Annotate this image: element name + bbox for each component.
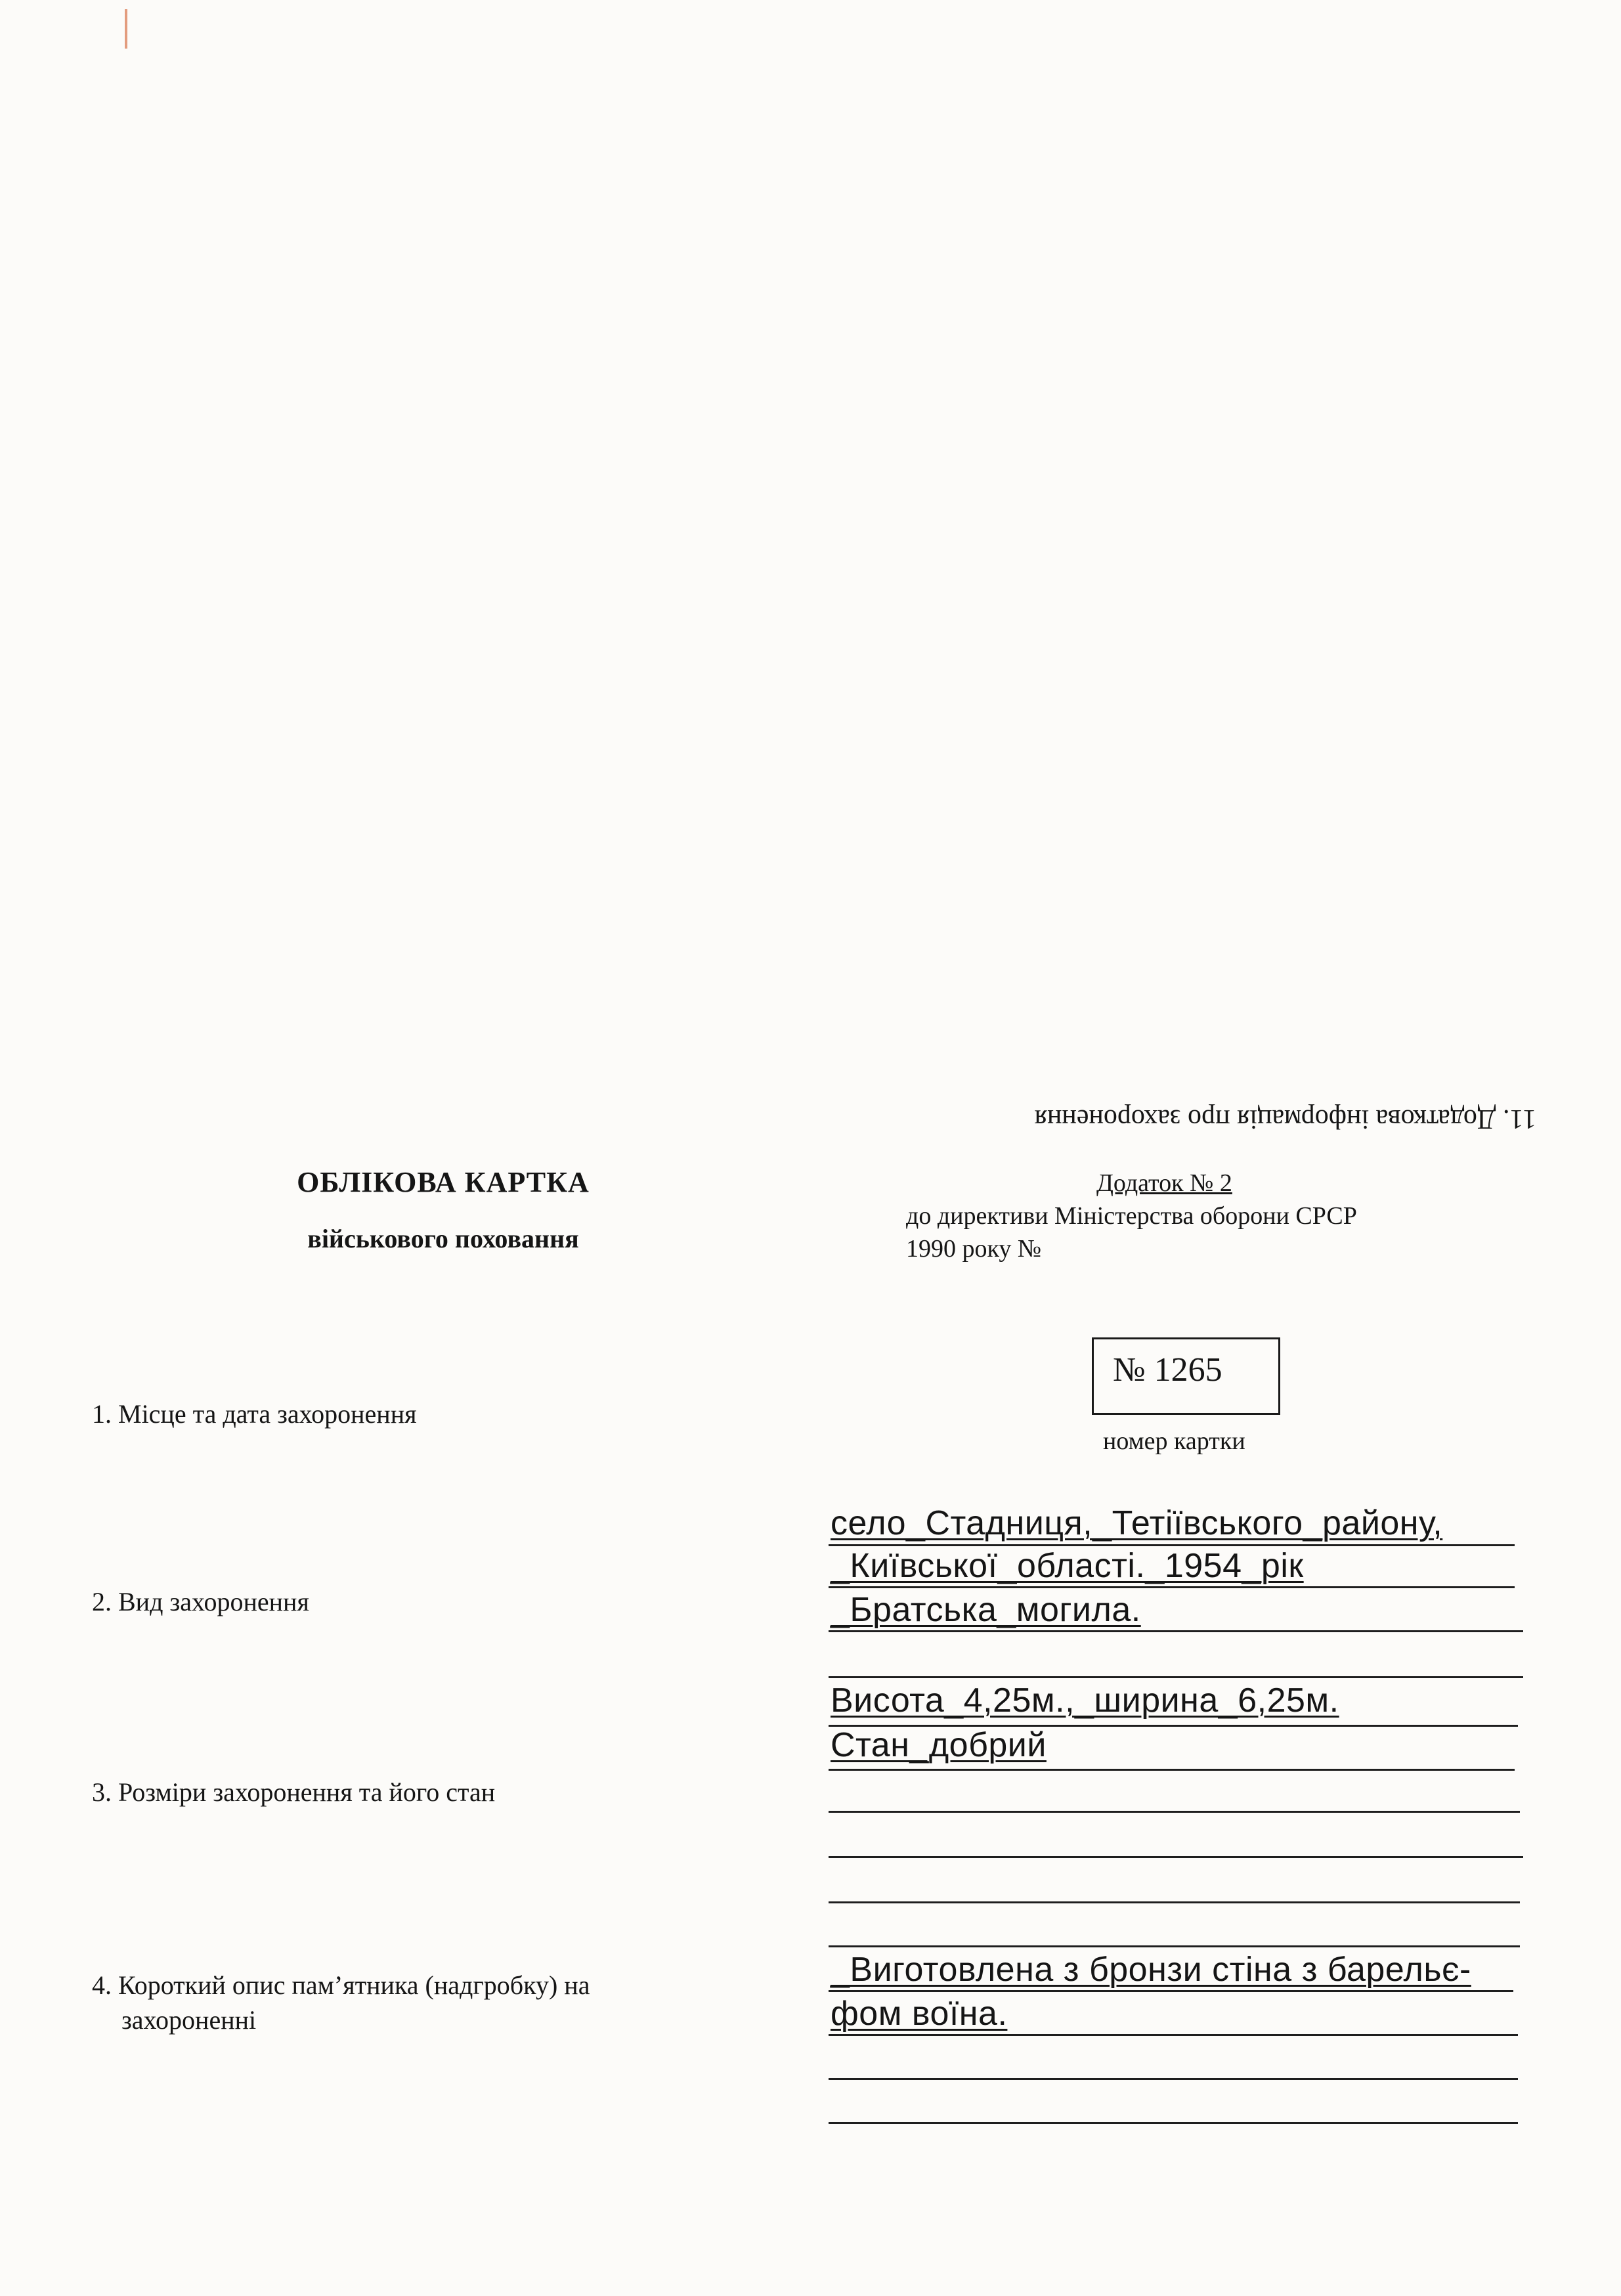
form-line bbox=[829, 1945, 1520, 1947]
field-label-burial-type: 2. Вид захоронення bbox=[92, 1587, 309, 1616]
form-line bbox=[829, 1676, 1523, 1678]
answer-burial-condition: Стан_добрий bbox=[831, 1726, 1047, 1764]
field-label-burial-size: 3. Розміри захоронення та його стан bbox=[92, 1777, 496, 1807]
form-line bbox=[829, 1769, 1515, 1771]
appendix-year: 1990 року № bbox=[906, 1235, 1042, 1263]
answer-burial-region-date: _Київської_області._1954_рік bbox=[831, 1547, 1304, 1585]
card-subtitle: військового поховання bbox=[307, 1224, 579, 1253]
form-line bbox=[829, 2078, 1518, 2080]
answer-monument-description: _Виготовлена з бронзи стіна з барельє- bbox=[831, 1951, 1471, 1989]
form-line bbox=[829, 1630, 1523, 1632]
answer-burial-type: _Братська_могила. bbox=[831, 1591, 1141, 1629]
form-line bbox=[829, 1901, 1520, 1903]
answer-burial-size: Висота_4,25м.,_ширина_6,25м. bbox=[831, 1681, 1339, 1720]
field-label-monument: 4. Короткий опис пам’ятника (надгробку) на bbox=[92, 1970, 590, 2000]
form-line bbox=[829, 1811, 1520, 1813]
answer-burial-place: село_Стадниця,_Тетіївського_району, bbox=[831, 1504, 1443, 1542]
field-label-monument-cont: захороненні bbox=[121, 2005, 257, 2035]
scan-mark bbox=[125, 9, 127, 49]
form-line bbox=[829, 1586, 1515, 1588]
upside-down-section-heading: 11. Додаткова інформація про захоронення bbox=[1034, 1104, 1536, 1134]
answer-monument-description-cont: фом воїна. bbox=[831, 1995, 1008, 2033]
form-line bbox=[829, 1856, 1523, 1858]
appendix-directive: до директиви Міністерства оборони СРСР bbox=[906, 1202, 1357, 1230]
form-line bbox=[829, 2122, 1518, 2124]
card-number: № 1265 bbox=[1113, 1351, 1222, 1389]
field-label-burial-place: 1. Місце та дата захоронення bbox=[92, 1399, 417, 1429]
card-title: ОБЛІКОВА КАРТКА bbox=[297, 1166, 590, 1198]
form-line bbox=[829, 2034, 1518, 2036]
appendix-heading: Додаток № 2 bbox=[1096, 1169, 1232, 1197]
card-number-label: номер картки bbox=[1103, 1427, 1245, 1455]
form-line bbox=[829, 1990, 1513, 1992]
